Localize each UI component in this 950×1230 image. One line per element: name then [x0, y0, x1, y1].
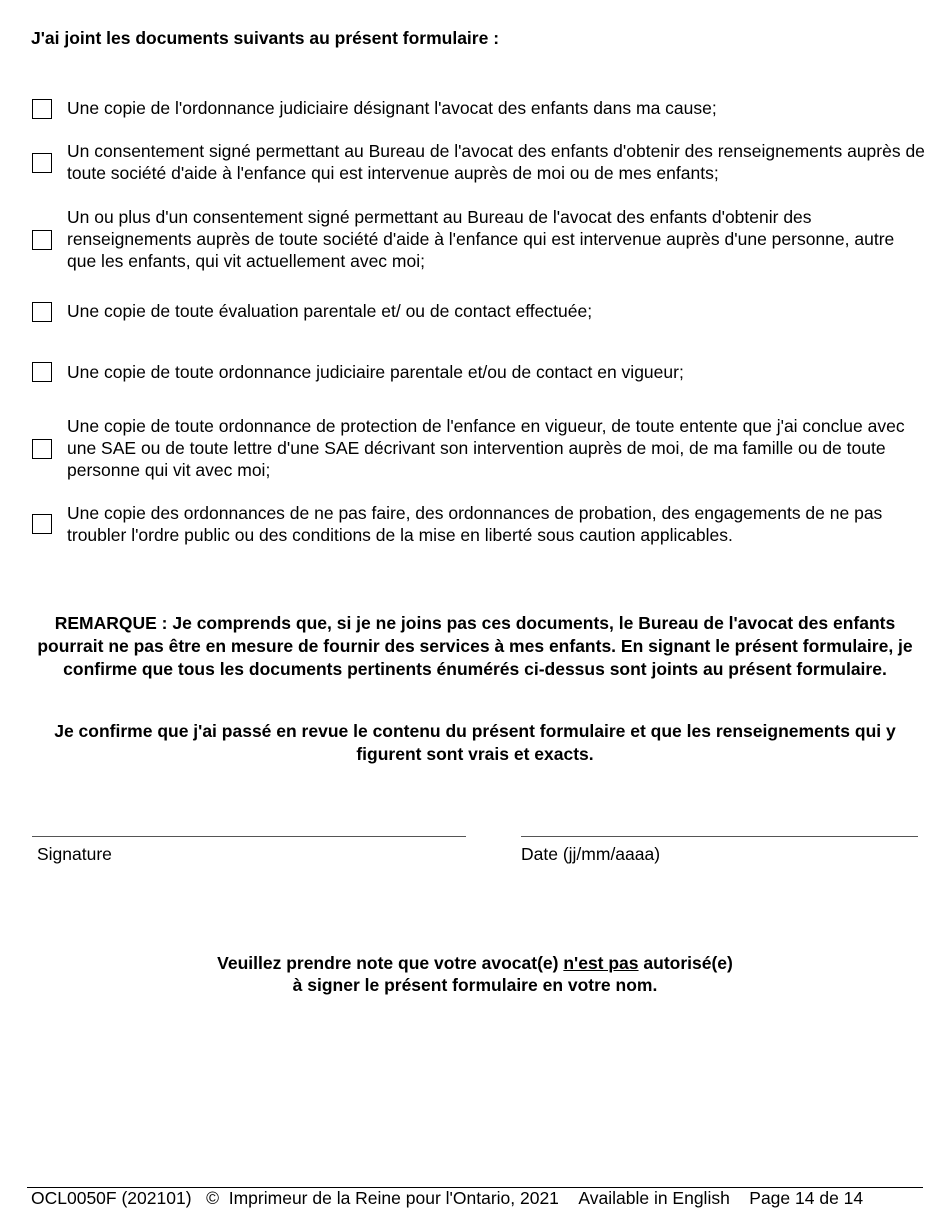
checklist-item-text: Une copie de l'ordonnance judiciaire désignant l'avocat des enfants dans ma cause;	[67, 98, 717, 118]
checklist-item-text: Une copie de toute ordonnance de protection de l'enfance en vigueur, de toute entente que j'ai conclue avec une SAE ou de toute lettre d'une SAE décrivant son intervention auprès de moi, de ma famille ou de toute personne qui vit avec moi;	[67, 416, 905, 480]
checkbox-parenting-assessment[interactable]	[32, 302, 52, 322]
checklist-item-text: Une copie des ordonnances de ne pas faire, des ordonnances de probation, des engagements de ne pas troubler l'ordre public ou des conditions de la mise en liberté sous caution applicables.	[67, 503, 883, 545]
remark-paragraph: REMARQUE : Je comprends que, si je ne joins pas ces documents, le Bureau de l'avocat des enfants pourrait ne pas être en mesure de fournir des services à mes enfants. En signant le présent formulaire, je confirme que tous les documents pertinents énumérés ci-dessus sont joints au présent formulaire.	[37, 613, 913, 679]
checkbox-consent-cas-children[interactable]	[32, 153, 52, 173]
lawyer-note-emphasis: n'est pas	[563, 953, 639, 973]
copyright: © Imprimeur de la Reine pour l'Ontario, 2021	[206, 1188, 559, 1208]
checklist-item-text: Une copie de toute ordonnance judiciaire parentale et/ou de contact en vigueur;	[67, 362, 684, 382]
signature-label: Signature	[37, 844, 112, 864]
checkbox-consent-cas-other[interactable]	[32, 230, 52, 250]
page-footer	[31, 1188, 863, 1209]
checklist-item-text: Une copie de toute évaluation parentale et/ ou de contact effectuée;	[67, 301, 593, 321]
checkbox-restraining-orders[interactable]	[32, 514, 52, 534]
section-heading: J'ai joint les documents suivants au présent formulaire :	[31, 28, 500, 48]
date-label: Date (jj/mm/aaaa)	[521, 844, 661, 864]
checklist-item-text: Un ou plus d'un consentement signé permettant au Bureau de l'avocat des enfants d'obtenir des renseignements auprès de toute société d'aide à l'enfance qui est intervenue auprès d'une personne, autre que les enfants, qui vit actuellement avec moi;	[67, 207, 895, 271]
confirmation-paragraph: Je confirme que j'ai passé en revue le contenu du présent formulaire et que les renseignements qui y figurent sont vrais et exacts.	[54, 721, 896, 764]
checklist-item-text: Un consentement signé permettant au Bureau de l'avocat des enfants d'obtenir des renseignements auprès de toute société d'aide à l'enfance qui est intervenue auprès de moi ou de mes enfants;	[67, 141, 925, 183]
form-id: OCL0050F (202101)	[31, 1188, 192, 1208]
signature-line[interactable]	[32, 836, 466, 837]
checkbox-parenting-order[interactable]	[32, 362, 52, 382]
lawyer-note-part2: autorisé(e)	[638, 953, 733, 973]
checkbox-child-protection-order[interactable]	[32, 439, 52, 459]
page-number: Page 14 de 14	[749, 1188, 864, 1208]
available-in-english: Available in English	[578, 1188, 730, 1208]
lawyer-note-part1: Veuillez prendre note que votre avocat(e)	[217, 953, 564, 973]
lawyer-note-line2: à signer le présent formulaire en votre nom.	[292, 975, 658, 995]
checkbox-court-order[interactable]	[32, 99, 52, 119]
lawyer-note	[0, 952, 950, 974]
date-line[interactable]	[521, 836, 918, 837]
